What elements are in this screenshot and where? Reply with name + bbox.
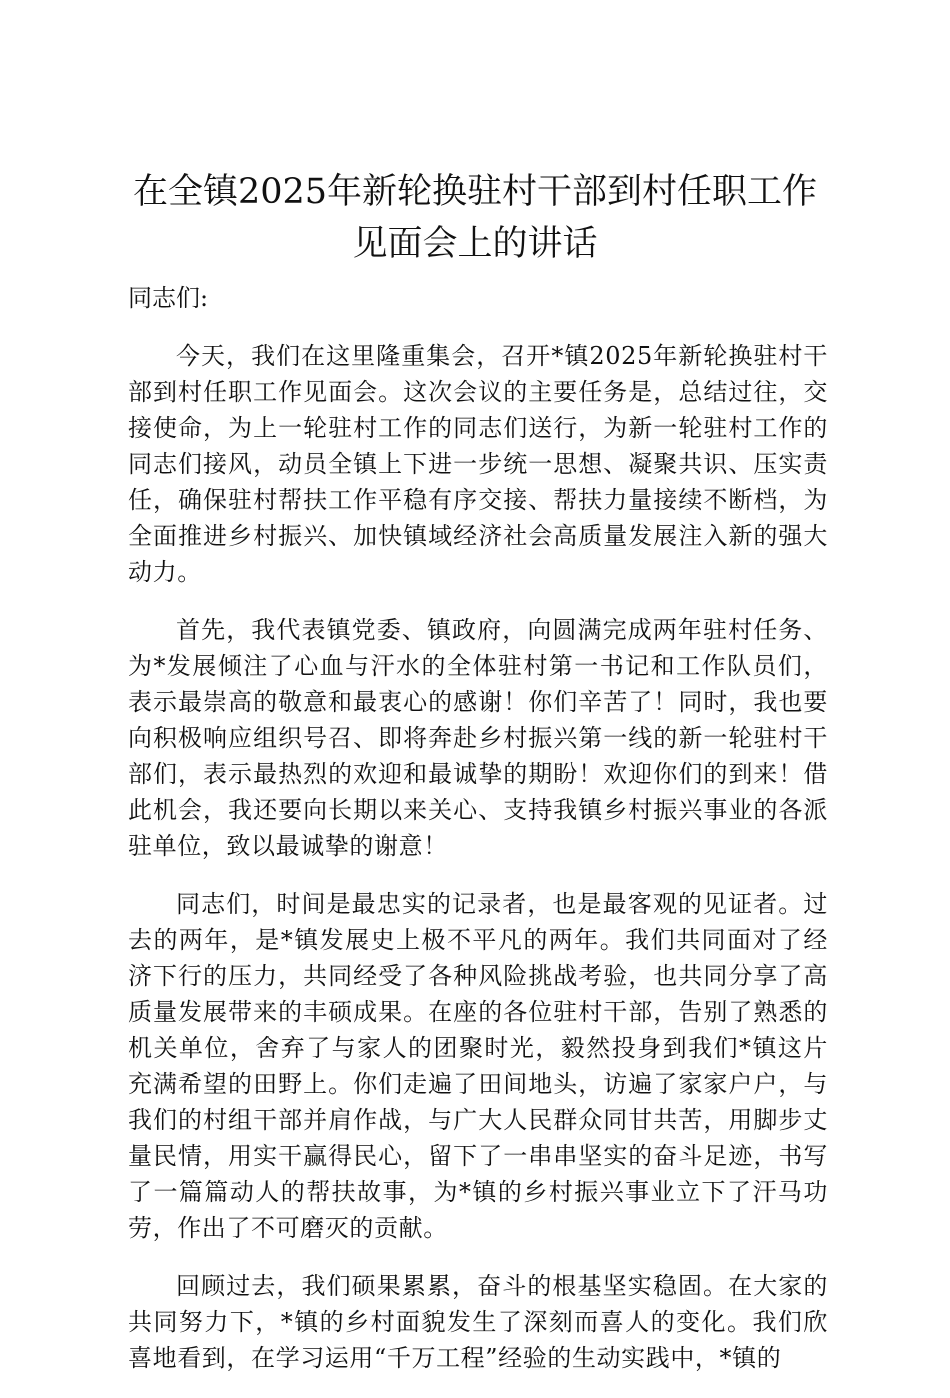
salutation: 同志们: (128, 284, 209, 312)
paragraph-3: 同志们，时间是最忠实的记录者，也是最客观的见证者。过去的两年，是*镇发展史上极不平凡的两年。我们共同面对了经济下行的压力，共同经受了各种风险挑战考验，也共同分享了高质量发展带来的丰硕成果。在座的各位驻村干部，告别了熟悉的机关单位，舍弃了与家人的团聚时光，毅然投身到我们*镇这片充满希望的田野上。你们走遍了田间地头，访遍了家家户户，与我们的村组干部并肩作战，与广大人民群众同甘共苦，用脚步丈量民情，用实干赢得民心，留下了一串串坚实的奋斗足迹，书写了一篇篇动人的帮扶故事，为*镇的乡村振兴事业立下了汗马功劳，作出了不可磨灭的贡献。 (128, 890, 828, 1242)
document-body (128, 280, 828, 1398)
paragraph-4: 回顾过去，我们硕果累累，奋斗的根基坚实稳固。在大家的共同努力下，*镇的乡村面貌发生了深刻而喜人的变化。我们欣喜地看到，在学习运用“千万工程”经验的生动实践中，*镇的 (128, 1272, 828, 1372)
paragraph-2: 首先，我代表镇党委、镇政府，向圆满完成两年驻村任务、为*发展倾注了心血与汗水的全体驻村第一书记和工作队员们，表示最崇高的敬意和最衷心的感谢！你们辛苦了！同时，我也要向积极响应组织号召、即将奔赴乡村振兴第一线的新一轮驻村干部们，表示最热烈的欢迎和最诚挚的期盼！欢迎你们的到来！借此机会，我还要向长期以来关心、支持我镇乡村振兴事业的各派驻单位，致以最诚挚的谢意！ (128, 616, 828, 860)
document-title: 在全镇2025年新轮换驻村干部到村任职工作见面会上的讲话 (132, 172, 818, 264)
paragraph-1: 今天，我们在这里隆重集会，召开*镇2025年新轮换驻村干部到村任职工作见面会。这次会议的主要任务是，总结过往，交接使命，为上一轮驻村工作的同志们送行，为新一轮驻村工作的同志们接风，动员全镇上下进一步统一思想、凝聚共识、压实责任，确保驻村帮扶工作平稳有序交接、帮扶力量接续不断档，为全面推进乡村振兴、加快镇域经济社会高质量发展注入新的强大动力。 (128, 342, 828, 586)
